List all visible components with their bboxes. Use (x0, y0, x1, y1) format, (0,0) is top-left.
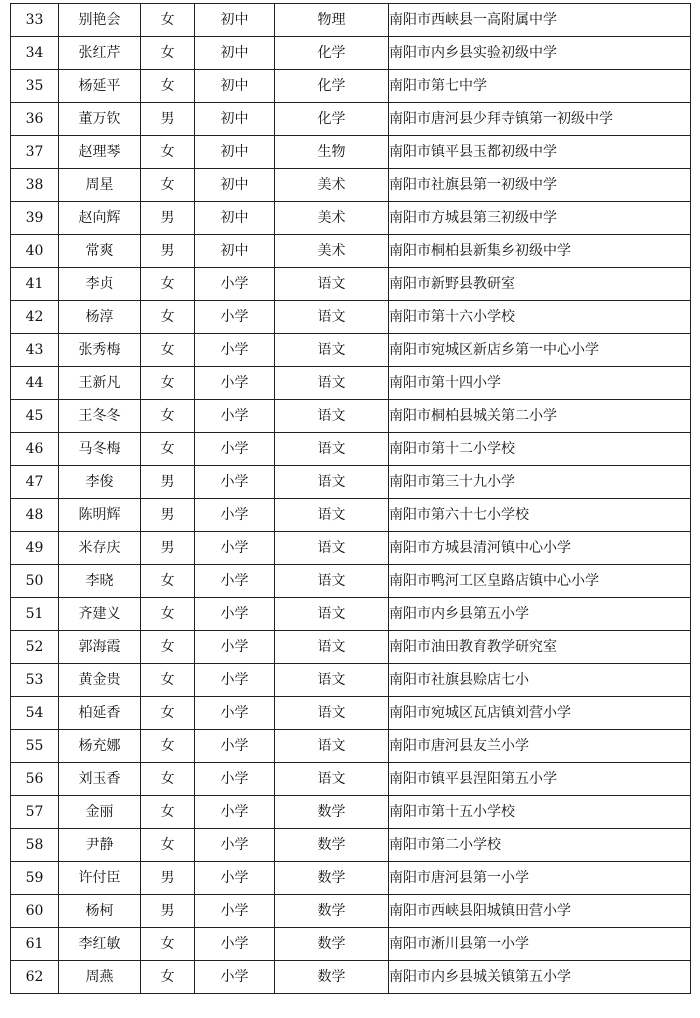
subject-cell: 美术 (275, 169, 389, 202)
subject-cell: 语文 (275, 697, 389, 730)
subject-cell: 美术 (275, 235, 389, 268)
school-stage-cell: 初中 (195, 136, 275, 169)
row-number-cell: 56 (11, 763, 59, 796)
table-row (11, 433, 691, 466)
school-name-cell: 南阳市第十四小学 (389, 367, 691, 400)
school-name-cell: 南阳市第六十七小学校 (389, 499, 691, 532)
school-stage-cell: 小学 (195, 433, 275, 466)
school-stage-cell: 初中 (195, 202, 275, 235)
gender-cell: 女 (141, 136, 195, 169)
subject-cell: 语文 (275, 268, 389, 301)
teacher-name-cell: 别艳会 (59, 4, 141, 37)
row-number-cell: 35 (11, 70, 59, 103)
subject-cell: 语文 (275, 367, 389, 400)
school-name-cell: 南阳市淅川县第一小学 (389, 928, 691, 961)
subject-cell: 语文 (275, 499, 389, 532)
subject-cell: 语文 (275, 730, 389, 763)
row-number-cell: 48 (11, 499, 59, 532)
row-number-cell: 34 (11, 37, 59, 70)
school-stage-cell: 小学 (195, 598, 275, 631)
teacher-name-cell: 张秀梅 (59, 334, 141, 367)
school-name-cell: 南阳市油田教育教学研究室 (389, 631, 691, 664)
gender-cell: 女 (141, 301, 195, 334)
school-stage-cell: 小学 (195, 499, 275, 532)
gender-cell: 女 (141, 664, 195, 697)
row-number-cell: 50 (11, 565, 59, 598)
school-name-cell: 南阳市镇平县涅阳第五小学 (389, 763, 691, 796)
table-row (11, 961, 691, 994)
teacher-name-cell: 米存庆 (59, 532, 141, 565)
school-stage-cell: 小学 (195, 631, 275, 664)
subject-cell: 语文 (275, 400, 389, 433)
gender-cell: 女 (141, 829, 195, 862)
subject-cell: 化学 (275, 103, 389, 136)
gender-cell: 男 (141, 895, 195, 928)
teacher-name-cell: 齐建义 (59, 598, 141, 631)
teacher-name-cell: 黄金贵 (59, 664, 141, 697)
school-stage-cell: 初中 (195, 37, 275, 70)
teacher-name-cell: 李贞 (59, 268, 141, 301)
school-name-cell: 南阳市内乡县实验初级中学 (389, 37, 691, 70)
row-number-cell: 61 (11, 928, 59, 961)
table-row (11, 466, 691, 499)
school-name-cell: 南阳市宛城区新店乡第一中心小学 (389, 334, 691, 367)
row-number-cell: 45 (11, 400, 59, 433)
teacher-name-cell: 赵理琴 (59, 136, 141, 169)
school-stage-cell: 小学 (195, 664, 275, 697)
gender-cell: 女 (141, 433, 195, 466)
row-number-cell: 37 (11, 136, 59, 169)
row-number-cell: 49 (11, 532, 59, 565)
school-name-cell: 南阳市社旗县第一初级中学 (389, 169, 691, 202)
gender-cell: 男 (141, 202, 195, 235)
school-name-cell: 南阳市宛城区瓦店镇刘营小学 (389, 697, 691, 730)
school-name-cell: 南阳市第十二小学校 (389, 433, 691, 466)
teacher-name-cell: 杨延平 (59, 70, 141, 103)
school-name-cell: 南阳市内乡县城关镇第五小学 (389, 961, 691, 994)
school-name-cell: 南阳市第二小学校 (389, 829, 691, 862)
teacher-name-cell: 杨充娜 (59, 730, 141, 763)
row-number-cell: 59 (11, 862, 59, 895)
school-stage-cell: 小学 (195, 466, 275, 499)
school-name-cell: 南阳市桐柏县城关第二小学 (389, 400, 691, 433)
subject-cell: 物理 (275, 4, 389, 37)
table-row (11, 367, 691, 400)
gender-cell: 女 (141, 565, 195, 598)
teacher-name-cell: 陈明辉 (59, 499, 141, 532)
table-row (11, 763, 691, 796)
gender-cell: 女 (141, 334, 195, 367)
subject-cell: 语文 (275, 598, 389, 631)
subject-cell: 语文 (275, 763, 389, 796)
school-stage-cell: 小学 (195, 367, 275, 400)
subject-cell: 化学 (275, 70, 389, 103)
row-number-cell: 57 (11, 796, 59, 829)
gender-cell: 男 (141, 862, 195, 895)
table-row (11, 631, 691, 664)
teacher-name-cell: 王冬冬 (59, 400, 141, 433)
gender-cell: 女 (141, 730, 195, 763)
row-number-cell: 62 (11, 961, 59, 994)
table-row (11, 895, 691, 928)
gender-cell: 女 (141, 169, 195, 202)
school-stage-cell: 小学 (195, 334, 275, 367)
school-name-cell: 南阳市方城县清河镇中心小学 (389, 532, 691, 565)
row-number-cell: 36 (11, 103, 59, 136)
row-number-cell: 44 (11, 367, 59, 400)
subject-cell: 语文 (275, 433, 389, 466)
teacher-name-cell: 周燕 (59, 961, 141, 994)
subject-cell: 生物 (275, 136, 389, 169)
teacher-name-cell: 柏延香 (59, 697, 141, 730)
row-number-cell: 52 (11, 631, 59, 664)
table-row (11, 235, 691, 268)
gender-cell: 女 (141, 631, 195, 664)
subject-cell: 语文 (275, 565, 389, 598)
table-row (11, 70, 691, 103)
school-name-cell: 南阳市新野县教研室 (389, 268, 691, 301)
row-number-cell: 46 (11, 433, 59, 466)
gender-cell: 女 (141, 268, 195, 301)
school-name-cell: 南阳市内乡县第五小学 (389, 598, 691, 631)
gender-cell: 女 (141, 961, 195, 994)
table-row (11, 598, 691, 631)
school-stage-cell: 小学 (195, 796, 275, 829)
table-row (11, 532, 691, 565)
school-stage-cell: 小学 (195, 763, 275, 796)
subject-cell: 语文 (275, 334, 389, 367)
school-stage-cell: 小学 (195, 301, 275, 334)
row-number-cell: 38 (11, 169, 59, 202)
school-name-cell: 南阳市桐柏县新集乡初级中学 (389, 235, 691, 268)
table-row (11, 202, 691, 235)
school-stage-cell: 小学 (195, 565, 275, 598)
gender-cell: 男 (141, 532, 195, 565)
gender-cell: 男 (141, 235, 195, 268)
teacher-name-cell: 马冬梅 (59, 433, 141, 466)
teacher-name-cell: 尹静 (59, 829, 141, 862)
school-stage-cell: 小学 (195, 895, 275, 928)
gender-cell: 女 (141, 598, 195, 631)
gender-cell: 女 (141, 400, 195, 433)
subject-cell: 数学 (275, 829, 389, 862)
table-row (11, 400, 691, 433)
school-stage-cell: 小学 (195, 532, 275, 565)
school-name-cell: 南阳市唐河县第一小学 (389, 862, 691, 895)
row-number-cell: 60 (11, 895, 59, 928)
table-row (11, 37, 691, 70)
gender-cell: 男 (141, 103, 195, 136)
table-row (11, 928, 691, 961)
gender-cell: 女 (141, 928, 195, 961)
school-stage-cell: 初中 (195, 70, 275, 103)
school-stage-cell: 小学 (195, 697, 275, 730)
school-stage-cell: 小学 (195, 928, 275, 961)
gender-cell: 女 (141, 37, 195, 70)
row-number-cell: 42 (11, 301, 59, 334)
table-row (11, 796, 691, 829)
teacher-name-cell: 许付臣 (59, 862, 141, 895)
school-name-cell: 南阳市唐河县友兰小学 (389, 730, 691, 763)
row-number-cell: 40 (11, 235, 59, 268)
subject-cell: 语文 (275, 301, 389, 334)
school-stage-cell: 初中 (195, 103, 275, 136)
teacher-name-cell: 郭海霞 (59, 631, 141, 664)
subject-cell: 数学 (275, 796, 389, 829)
gender-cell: 女 (141, 697, 195, 730)
subject-cell: 数学 (275, 928, 389, 961)
school-stage-cell: 小学 (195, 730, 275, 763)
teacher-name-cell: 刘玉香 (59, 763, 141, 796)
gender-cell: 女 (141, 367, 195, 400)
school-stage-cell: 小学 (195, 400, 275, 433)
row-number-cell: 53 (11, 664, 59, 697)
gender-cell: 女 (141, 4, 195, 37)
school-name-cell: 南阳市第三十九小学 (389, 466, 691, 499)
school-name-cell: 南阳市第七中学 (389, 70, 691, 103)
subject-cell: 语文 (275, 664, 389, 697)
subject-cell: 语文 (275, 532, 389, 565)
roster-body (11, 4, 691, 994)
table-row (11, 730, 691, 763)
subject-cell: 美术 (275, 202, 389, 235)
school-name-cell: 南阳市社旗县赊店七小 (389, 664, 691, 697)
school-name-cell: 南阳市鸭河工区皇路店镇中心小学 (389, 565, 691, 598)
school-name-cell: 南阳市镇平县玉都初级中学 (389, 136, 691, 169)
table-row (11, 136, 691, 169)
table-row (11, 334, 691, 367)
subject-cell: 语文 (275, 631, 389, 664)
teacher-name-cell: 张红芹 (59, 37, 141, 70)
teacher-name-cell: 周星 (59, 169, 141, 202)
teacher-name-cell: 王新凡 (59, 367, 141, 400)
row-number-cell: 43 (11, 334, 59, 367)
row-number-cell: 51 (11, 598, 59, 631)
gender-cell: 女 (141, 70, 195, 103)
teacher-name-cell: 李俊 (59, 466, 141, 499)
table-row (11, 697, 691, 730)
school-stage-cell: 小学 (195, 829, 275, 862)
gender-cell: 女 (141, 796, 195, 829)
subject-cell: 数学 (275, 961, 389, 994)
subject-cell: 数学 (275, 895, 389, 928)
subject-cell: 数学 (275, 862, 389, 895)
teacher-name-cell: 常爽 (59, 235, 141, 268)
teacher-name-cell: 金丽 (59, 796, 141, 829)
gender-cell: 女 (141, 763, 195, 796)
school-name-cell: 南阳市第十六小学校 (389, 301, 691, 334)
table-row (11, 862, 691, 895)
school-name-cell: 南阳市方城县第三初级中学 (389, 202, 691, 235)
subject-cell: 化学 (275, 37, 389, 70)
table-row (11, 664, 691, 697)
row-number-cell: 41 (11, 268, 59, 301)
school-name-cell: 南阳市唐河县少拜寺镇第一初级中学 (389, 103, 691, 136)
teacher-name-cell: 李晓 (59, 565, 141, 598)
school-name-cell: 南阳市西峡县一高附属中学 (389, 4, 691, 37)
subject-cell: 语文 (275, 466, 389, 499)
school-stage-cell: 初中 (195, 169, 275, 202)
teacher-roster-table (10, 3, 691, 994)
gender-cell: 男 (141, 466, 195, 499)
school-name-cell: 南阳市西峡县阳城镇田营小学 (389, 895, 691, 928)
table-row (11, 301, 691, 334)
school-name-cell: 南阳市第十五小学校 (389, 796, 691, 829)
table-row (11, 268, 691, 301)
table-row (11, 565, 691, 598)
school-stage-cell: 初中 (195, 235, 275, 268)
table-row (11, 103, 691, 136)
row-number-cell: 54 (11, 697, 59, 730)
table-row (11, 499, 691, 532)
teacher-name-cell: 杨淳 (59, 301, 141, 334)
school-stage-cell: 初中 (195, 4, 275, 37)
row-number-cell: 55 (11, 730, 59, 763)
row-number-cell: 58 (11, 829, 59, 862)
gender-cell: 男 (141, 499, 195, 532)
teacher-name-cell: 董万钦 (59, 103, 141, 136)
row-number-cell: 47 (11, 466, 59, 499)
row-number-cell: 33 (11, 4, 59, 37)
teacher-name-cell: 赵向辉 (59, 202, 141, 235)
teacher-name-cell: 杨柯 (59, 895, 141, 928)
teacher-name-cell: 李红敏 (59, 928, 141, 961)
table-row (11, 829, 691, 862)
school-stage-cell: 小学 (195, 961, 275, 994)
table-row (11, 4, 691, 37)
row-number-cell: 39 (11, 202, 59, 235)
school-stage-cell: 小学 (195, 268, 275, 301)
school-stage-cell: 小学 (195, 862, 275, 895)
table-row (11, 169, 691, 202)
